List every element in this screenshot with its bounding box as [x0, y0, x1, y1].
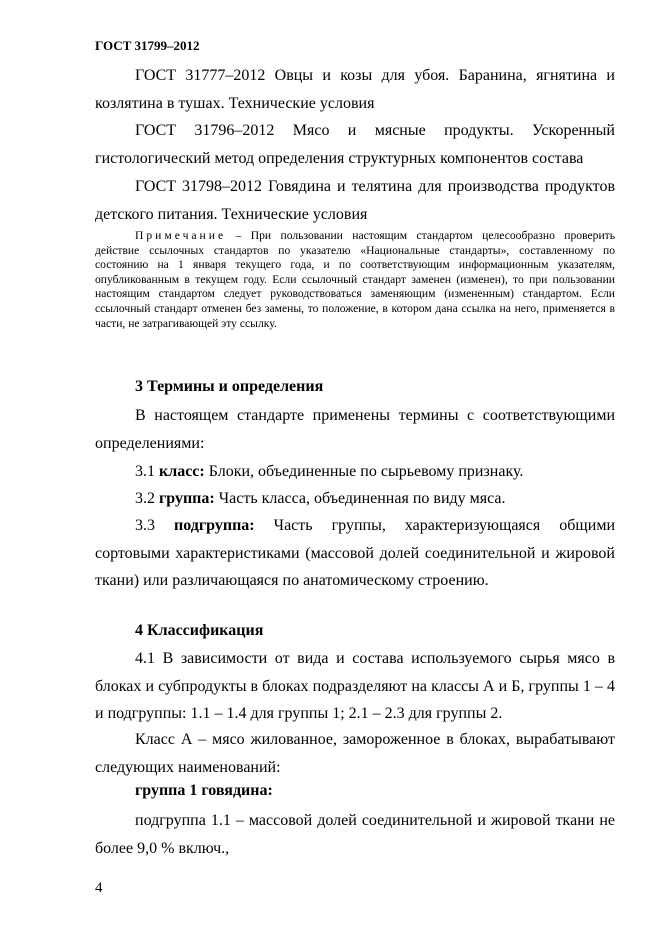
term-3-1: 3.1 класс: Блоки, объединенные по сырьевому признаку.	[135, 463, 524, 480]
document-header-code: ГОСТ 31799–2012	[95, 38, 200, 53]
reference-gost-31798: ГОСТ 31798–2012 Говядина и телятина для производства продуктов детского питания. Технические условия	[95, 178, 615, 223]
section-4-1-paragraph: 4.1 В зависимости от вида и состава используемого сырья мясо в блоках и субпродукты в блоках подразделяют на классы А и Б, группы 1 – 4 и подгруппы: 1.1 – 1.4 для группы 1; 2.1 – 2.3 для группы 2.	[95, 650, 615, 722]
term-3-2: 3.2 группа: Часть класса, объединенная по виду мяса.	[135, 490, 506, 507]
class-a-paragraph: Класс А – мясо жилованное, замороженное в блоках, вырабатывают следующих наименований:	[95, 731, 615, 776]
reference-gost-31796: ГОСТ 31796–2012 Мясо и мясные продукты. Ускоренный гистологический метод определения структурных компонентов состава	[95, 122, 615, 167]
term-3-3: 3.3 подгруппа: Часть группы, характеризующаяся общими сортовыми характеристиками (массовой долей соединительной и жировой ткани) или различающаяся по анатомическому строению.	[95, 517, 616, 589]
page-number: 4	[95, 880, 103, 896]
section-3-heading: 3 Термины и определения	[135, 378, 324, 395]
subgroup-1-1-paragraph: подгруппа 1.1 – массовой долей соединительной и жировой ткани не более 9,0 % включ.,	[95, 812, 615, 857]
group-1-label: группа 1 говядина:	[135, 782, 273, 799]
section-4-heading: 4 Классификация	[135, 622, 264, 639]
reference-gost-31777: ГОСТ 31777–2012 Овцы и козы для убоя. Баранина, ягнятина и козлятина в тушах. Технические условия	[95, 67, 615, 112]
note-text: – При пользовании настоящим стандартом целесообразно проверить действие ссылочных стандартов по указателю «Национальные стандарты», составленному по состоянию на 1 января текущего года, и по соответствующим информационным указателям, опубликованным в текущем году. Если ссылочный стандарт заменен (изменен), то при пользовании настоящим стандартом следует руководствоваться заменяющим (измененным) стандартом. Если ссылочный стандарт отменен без замены, то положение, в котором дана ссылка на него, применяется в части, не затрагивающей эту ссылку.	[95, 229, 615, 330]
section-3-intro: В настоящем стандарте применены термины с соответствующими определениями:	[95, 407, 615, 452]
note-paragraph	[95, 229, 615, 331]
note-label: Примечание	[135, 229, 227, 242]
